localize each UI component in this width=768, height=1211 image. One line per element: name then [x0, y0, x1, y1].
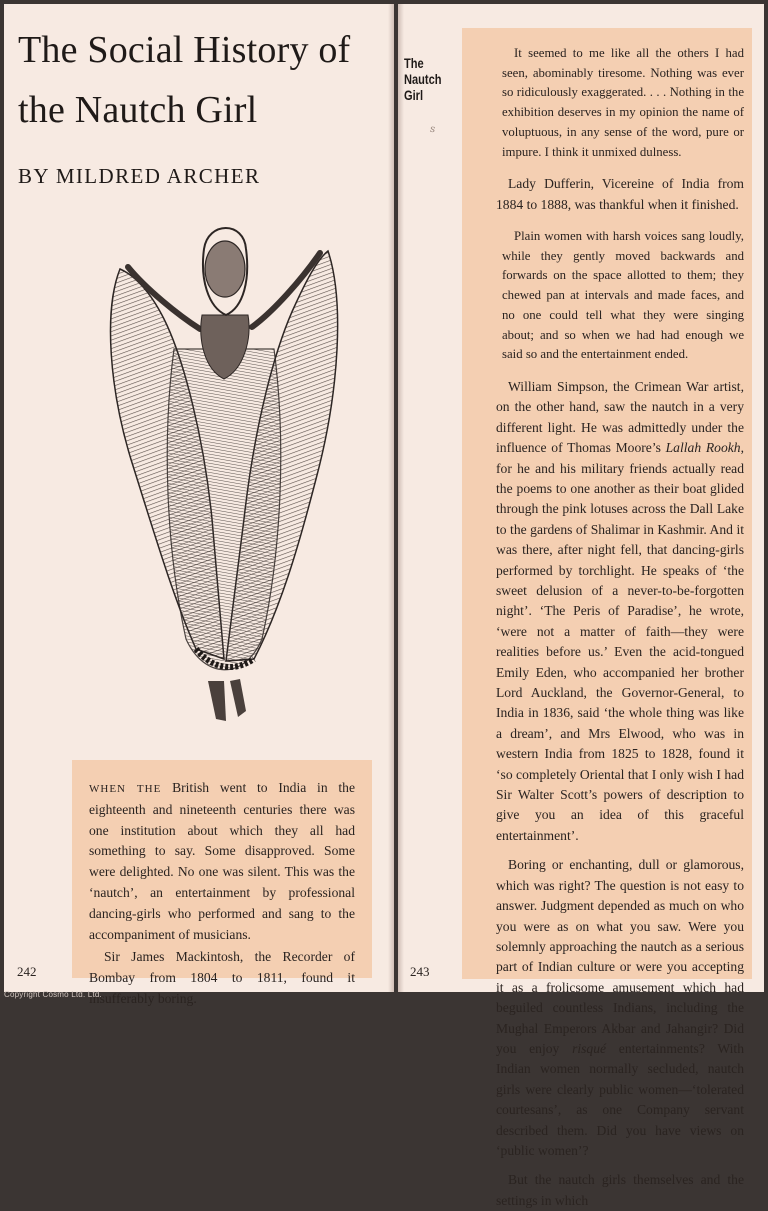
lallah-rookh-title: Lallah Rookh: [665, 440, 741, 456]
mackintosh-quote: It seemed to me like all the others I had seen, abominably tiresome. Nothing was ever so ridiculously exaggerated. . . . Nothing in the exhibition deserves in my opinion the name of voluptuous, in any sense of the word, pure or impure. I think it unmixed dulness.: [502, 46, 744, 159]
simpson-text-a: William Simpson, the Crimean War artist, on the other hand, saw the nautch in a very different light. He was admittedly under the influence of Thomas Moore’s: [496, 378, 744, 456]
byline: BY MILDRED ARCHER: [18, 164, 261, 188]
running-head-line-2: Girl: [404, 88, 424, 103]
running-head: [404, 56, 455, 104]
boring-paragraph: [496, 855, 744, 1161]
title-line-1: The Social History of: [18, 29, 351, 71]
article-title: [18, 20, 378, 140]
body-panel: [462, 28, 752, 1208]
risque-word: risqué: [572, 1040, 607, 1056]
mackintosh-paragraph: Sir James Mackintosh, the Recorder of Bombay from 1804 to 1811, found it insufferably boring.: [89, 949, 355, 1006]
nautch-girl-engraving: [104, 219, 344, 739]
dufferin-paragraph: Lady Dufferin, Vicereine of India from 1884 to 1888, was thankful when it finished.: [496, 176, 744, 212]
page-number-right: 243: [410, 964, 430, 979]
page-number-left: 242: [17, 964, 37, 979]
simpson-text-b: , for he and his military friends actually read the poems to one another as their boat glided through the pink lotuses across the Dall Lake to the gardens of Shalimar in Kashmir. And it was there, after night fell, that dancing-girls performed by torchlight. He speaks of ‘the sweet delusion of a never-to-be-forgotten night’. ‘The Peris of Paradise’, he wrote, ‘were not a matter of faith—they were realities before us.’ Even the acid-tongued Emily Eden, who accompanied her brother Lord Auckland, the Governor-General, to India in 1836, said ‘the whole thing was like a dream’, and Mrs Elwood, who was in western India from 1825 to 1828, found it ‘so completely Oriental that I only wish I had Sir Walter Scott’s powers of description to give you an idea of this graceful entertainment’.: [496, 440, 744, 843]
intro-lead: WHEN THE: [89, 783, 162, 795]
boring-text-a: Boring or enchanting, dull or glamorous, which was right? The question is not easy to answer. Judgment depended as much on who you were as on what you saw. Were you solemnly approaching the nautch as a serious part of Indian culture or were you accepting it as a frolicsome amusement which had beguiled countless Indians, including the Mughal Emperors Akbar and Jahangir? Did you enjoy: [496, 857, 744, 1056]
gutter-shadow: [388, 4, 394, 992]
closing-paragraph: But the nautch girls themselves and the settings in which: [496, 1172, 744, 1208]
dufferin-quote: Plain women with harsh voices sang loudly, while they gently moved backwards and forwards on the space allotted to them; they chewed pan at intervals and made faces, and no one could tell what they were singing about; and so when we had had enough we said so and the entertainment ended.: [502, 229, 744, 362]
pencil-mark: ꜱ: [429, 123, 437, 136]
right-page: [398, 4, 764, 1208]
title-line-2: the Nautch Girl: [18, 89, 258, 131]
boring-text-b: entertainments? With Indian women normally secluded, nautch girls were clearly public women—‘tolerated courtesans’, as one Company servant described them. Did you have views on ‘public women’?: [496, 1040, 744, 1158]
simpson-paragraph: [496, 377, 744, 846]
body-column: [496, 44, 744, 1211]
intro-panel: [72, 760, 372, 1006]
intro-paragraph: [89, 778, 355, 945]
running-head-line-1: The Nautch: [404, 56, 442, 87]
gutter-shadow: [398, 4, 404, 992]
copyright-watermark: Copyright Cosmo Ltd. Ltd.: [4, 990, 102, 999]
intro-text: British went to India in the eighteenth and nineteenth centuries there was one institution about which they all had something to say. Some disapproved. Some were delighted. No one was silent. This was the ‘nautch’, an entertainment by professional dancing-girls who performed and sang to the accompaniment of musicians.: [89, 780, 355, 942]
